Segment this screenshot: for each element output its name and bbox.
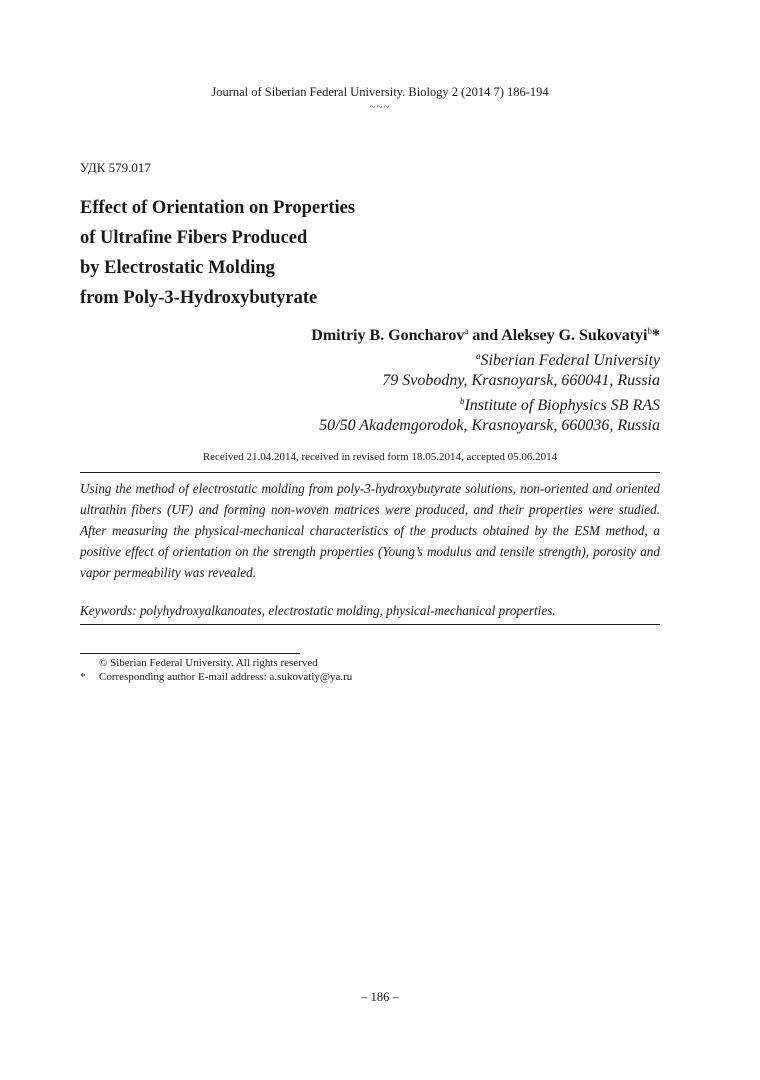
affiliation-b-name <box>319 391 660 416</box>
keywords: Keywords: polyhydroxyalkanoates, electrostatic molding, physical-mechanical properties. <box>80 603 556 618</box>
footnote-mark: * <box>80 671 86 683</box>
title-line: from Poly-3-Hydroxybutyrate <box>80 288 318 308</box>
journal-header: Journal of Siberian Federal University. Biology 2 (2014 7) 186-194 <box>211 85 549 99</box>
footnote-text: Corresponding author E-mail address: a.sukovatiy@ya.ru <box>99 671 353 683</box>
corresponding-star: * <box>652 327 660 344</box>
received-dates: Received 21.04.2014, received in revised form 18.05.2014, accepted 05.06.2014 <box>202 451 558 463</box>
page-number: – 186 – <box>361 990 399 1004</box>
affiliation-a-address: 79 Svobodny, Krasnoyarsk, 660041, Russia <box>382 372 660 389</box>
footnote-rule <box>80 653 300 654</box>
footnote-text: © Siberian Federal University. All rights reserved <box>99 657 318 669</box>
affil-name: Siberian Federal University <box>480 352 660 369</box>
author-name: Dmitriy B. Goncharov <box>311 327 465 344</box>
author-list <box>311 326 660 345</box>
article-title <box>80 193 500 313</box>
author-name: Aleksey G. Sukovatyi <box>501 327 648 344</box>
footnote-corresponding <box>80 671 352 683</box>
affiliation-b-address: 50/50 Akademgorodok, Krasnoyarsk, 660036, Russia <box>319 417 660 434</box>
author-affil-sup: b <box>647 326 652 336</box>
footnote-copyright <box>80 657 318 669</box>
title-line: Effect of Orientation on Properties <box>80 198 356 218</box>
abstract-bottom-rule <box>80 624 660 625</box>
author-affil-sup: a <box>464 326 469 336</box>
affil-sup: a <box>475 351 481 361</box>
udk-code: УДК 579.017 <box>80 160 151 175</box>
affil-name: Institute of Biophysics SB RAS <box>464 397 660 414</box>
abstract-top-rule <box>80 472 660 473</box>
affiliation-a-name <box>319 346 660 371</box>
affil-sup: b <box>459 396 465 406</box>
header-separator: ~~~ <box>369 101 391 113</box>
abstract: Using the method of electrostatic molding from poly-3-hydroxybutyrate solutions, non-oriented and oriented ultrathin fibers (UF) and forming non-woven matrices were produced, and their properties were studied. After measuring the physical-mechanical characteristics of the products obtained by the ESM method, a positive effect of orientation on the strength properties (Young’s modulus and tensile strength), porosity and vapor permeability was revealed. <box>80 481 660 580</box>
title-line: of Ultrafine Fibers Produced <box>80 228 308 248</box>
author-conjunction: and <box>468 327 502 344</box>
title-line: by Electrostatic Molding <box>80 258 275 278</box>
affiliations <box>319 346 660 436</box>
